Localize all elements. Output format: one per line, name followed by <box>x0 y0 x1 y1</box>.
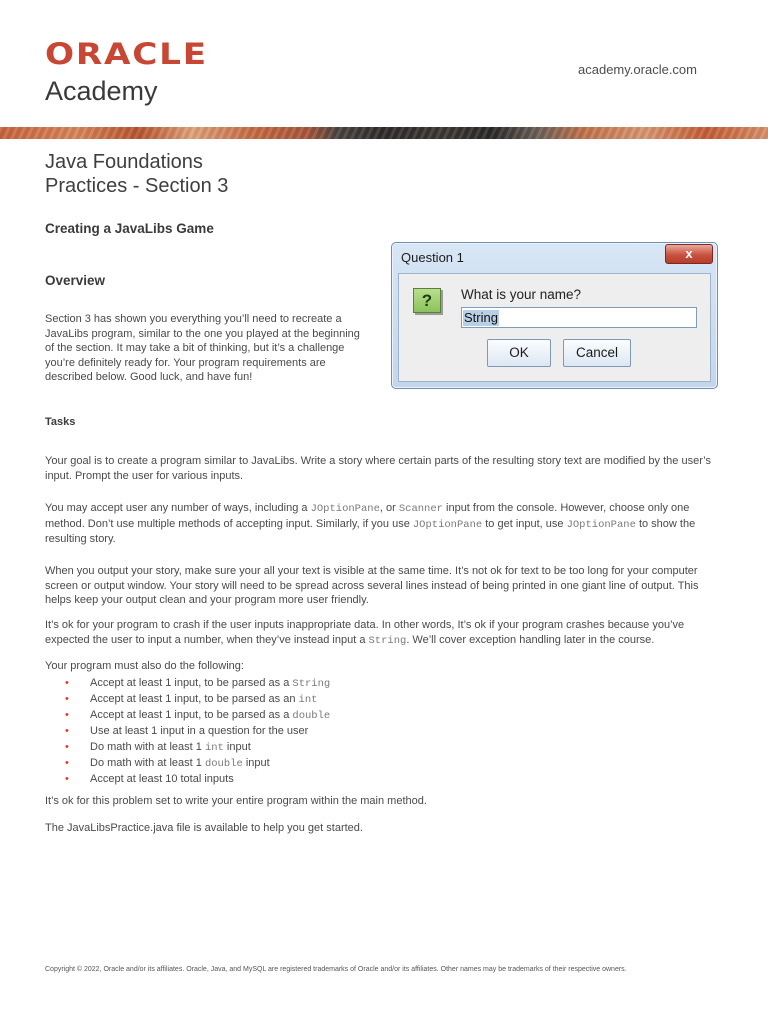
code-joptionpane: JOptionPane <box>412 518 483 531</box>
question-icon: ? <box>413 288 441 313</box>
main-method-paragraph: It’s ok for this problem set to write your entire program within the main method. <box>45 795 427 807</box>
input-methods-paragraph: You may accept user any number of ways, including a JOptionPane, or Scanner input from the console. However, choose only one method. Don’t use multiple methods of accepting input. Similarly, if you use JOptionPane to get input, use JOptionPane to show the resulting story. <box>45 502 696 545</box>
input-dialog <box>391 242 718 389</box>
list-item: • Accept at least 1 input, to be parsed as a double <box>65 709 331 722</box>
code-joptionpane: JOptionPane <box>566 518 636 531</box>
dialog-prompt: What is your name? <box>461 287 582 302</box>
requirements-list <box>45 676 330 788</box>
must-do-paragraph: Your program must also do the following: <box>45 660 244 672</box>
code-scanner: Scanner <box>398 503 443 515</box>
name-input[interactable] <box>461 307 697 328</box>
heading-overview: Overview <box>45 273 106 288</box>
code-joptionpane: JOptionPane <box>310 503 380 515</box>
site-url: academy.oracle.com <box>578 62 697 77</box>
file-note-paragraph: The JavaLibsPractice.java file is available to help you get started. <box>45 822 363 834</box>
ok-button[interactable]: OK <box>487 339 551 367</box>
list-item: • Accept at least 1 input, to be parsed as a String <box>65 677 331 690</box>
code-string: String <box>368 634 407 647</box>
list-item: • Use at least 1 input in a question for the user <box>65 725 309 737</box>
academy-wordmark: Academy <box>45 76 158 106</box>
decorative-banner <box>0 127 768 139</box>
name-input-selected-text: String <box>464 310 498 325</box>
output-paragraph: When you output your story, make sure your all your text is visible at the same time. It’s not ok for text to be too long for your computer screen or output window. Your story will need to be spread across several lines instead of being printed in one giant line of output. This helps keep your output clean and your program more user friendly. <box>45 565 699 606</box>
dialog-title: Question 1 <box>401 250 464 265</box>
close-icon[interactable]: x <box>665 244 713 264</box>
title-line-2: Practices - Section 3 <box>45 175 229 197</box>
heading-tasks: Tasks <box>45 416 76 428</box>
list-item: • Do math with at least 1 double input <box>65 757 270 770</box>
cancel-button[interactable]: Cancel <box>563 339 631 367</box>
goal-paragraph: Your goal is to create a program similar to JavaLibs. Write a story where certain parts of the resulting story text are modified by the user’s input. Prompt the user for various inputs. <box>45 455 712 482</box>
overview-paragraph: Section 3 has shown you everything you’ll need to recreate a JavaLibs program, similar to the one you played at the beginning of the section. It may take a bit of thinking, but it’s a challenge you’re definitely ready for. Your program requirements are described below. Good luck, and have fun! <box>45 313 360 383</box>
list-item: • Accept at least 1 input, to be parsed as an int <box>65 693 318 706</box>
title-line-1: Java Foundations <box>45 151 203 173</box>
dialog-body <box>398 273 711 382</box>
list-item: • Do math with at least 1 int input <box>65 741 251 754</box>
oracle-logo: ORACLE <box>45 37 208 71</box>
list-item: • Accept at least 10 total inputs <box>65 773 234 785</box>
heading-creating-game: Creating a JavaLibs Game <box>45 221 214 236</box>
crash-paragraph: It’s ok for your program to crash if the user inputs inappropriate data. In other words, It’s ok if your program crashes because you’ve expected the user to input a number, when they’ve instead input a String. We’ll cover exception handling later in the course. <box>45 619 685 647</box>
copyright-footer: Copyright © 2022, Oracle and/or its affiliates. Oracle, Java, and MySQL are registered trademarks of Oracle and/or its affiliates. Other names may be trademarks of their respective owners. <box>45 966 627 973</box>
document-title <box>45 150 228 198</box>
